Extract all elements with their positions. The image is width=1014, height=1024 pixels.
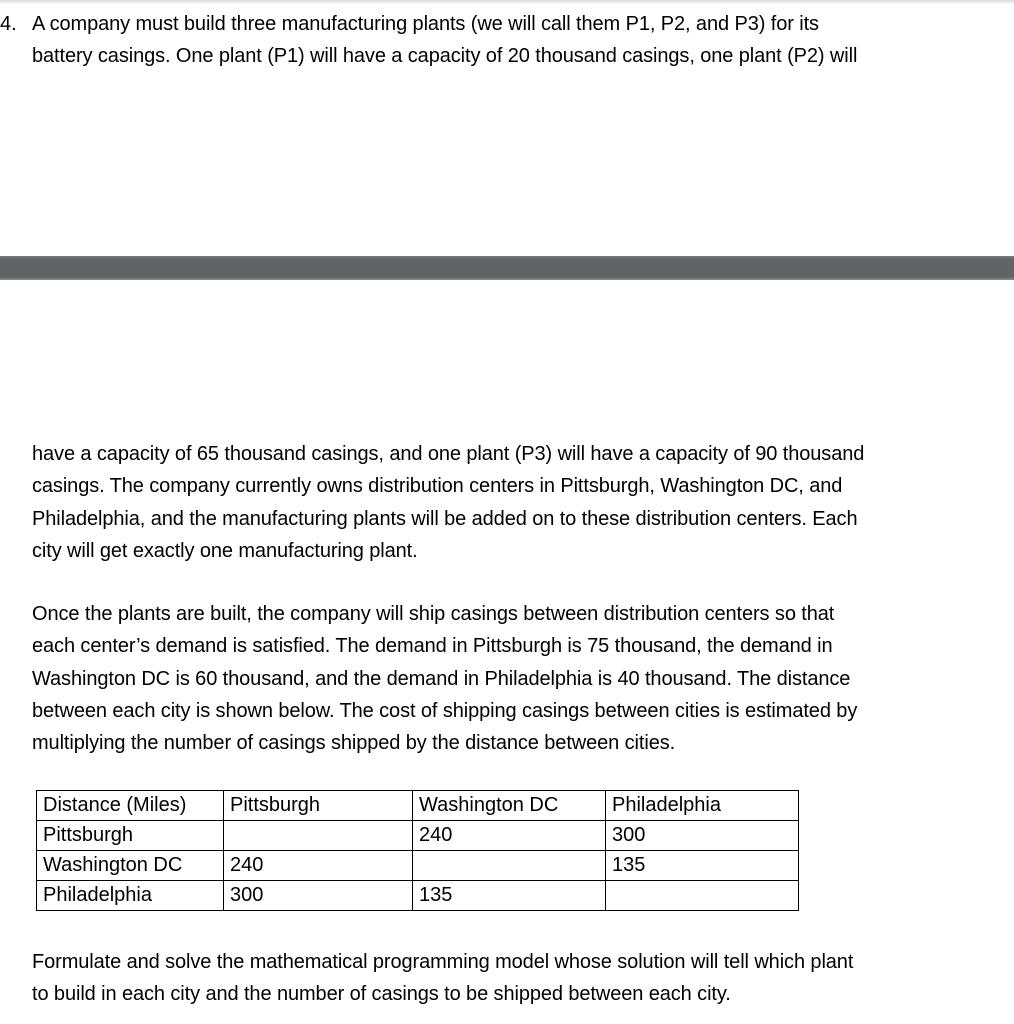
text-line: A company must build three manufacturing plants (we will call them P1, P2, and P3) for its xyxy=(32,13,819,35)
text-line: Once the plants are built, the company will ship casings between distribution centers so that xyxy=(32,603,835,625)
table-header-cell: Distance (Miles) xyxy=(37,791,224,821)
text-line: Philadelphia, and the manufacturing plants will be added on to these distribution centers. Each xyxy=(32,507,858,530)
text-line: between each city is shown below. The cost of shipping casings between cities is estimated by xyxy=(32,699,858,722)
table-row-label: Philadelphia xyxy=(37,881,224,911)
top-edge-shadow xyxy=(0,0,1014,4)
table-header-cell: Philadelphia xyxy=(606,791,799,821)
text-line: to build in each city and the number of casings to be shipped between each city. xyxy=(32,983,731,1006)
table-cell: 240 xyxy=(413,821,606,851)
text-line: casings. The company currently owns distribution centers in Pittsburgh, Washington DC, and xyxy=(32,475,843,498)
intro-paragraph xyxy=(32,8,992,73)
table-cell xyxy=(413,851,606,881)
table-row-label: Washington DC xyxy=(37,851,224,881)
table-cell: 135 xyxy=(413,881,606,911)
table-cell: 240 xyxy=(224,851,413,881)
capacity-paragraph xyxy=(32,438,992,567)
text-line: multiplying the number of casings shipped by the distance between cities. xyxy=(32,732,676,755)
table-header-row xyxy=(37,791,799,821)
problem-number: 4. xyxy=(0,13,17,35)
text-line: Washington DC is 60 thousand, and the demand in Philadelphia is 40 thousand. The distance xyxy=(32,667,851,690)
text-line: each center’s demand is satisfied. The demand in Pittsburgh is 75 thousand, the demand in xyxy=(32,635,833,658)
text-line: battery casings. One plant (P1) will have a capacity of 20 thousand casings, one plant (P2) will xyxy=(32,45,858,68)
table-header-cell: Pittsburgh xyxy=(224,791,413,821)
table-cell xyxy=(606,881,799,911)
table-cell: 300 xyxy=(224,881,413,911)
text-line: have a capacity of 65 thousand casings, and one plant (P3) will have a capacity of 90 thousand xyxy=(32,443,865,465)
table-row xyxy=(37,821,799,851)
table-row-label: Pittsburgh xyxy=(37,821,224,851)
table-row xyxy=(37,851,799,881)
shipping-paragraph xyxy=(32,598,992,759)
page-break-divider xyxy=(0,256,1014,280)
table-cell: 300 xyxy=(606,821,799,851)
table-cell xyxy=(224,821,413,851)
table-row xyxy=(37,881,799,911)
table-header-cell: Washington DC xyxy=(413,791,606,821)
text-line: city will get exactly one manufacturing plant. xyxy=(32,539,418,562)
table-cell: 135 xyxy=(606,851,799,881)
text-line: Formulate and solve the mathematical programming model whose solution will tell which plant xyxy=(32,951,854,973)
distance-table xyxy=(36,790,799,911)
task-paragraph xyxy=(32,946,992,1011)
